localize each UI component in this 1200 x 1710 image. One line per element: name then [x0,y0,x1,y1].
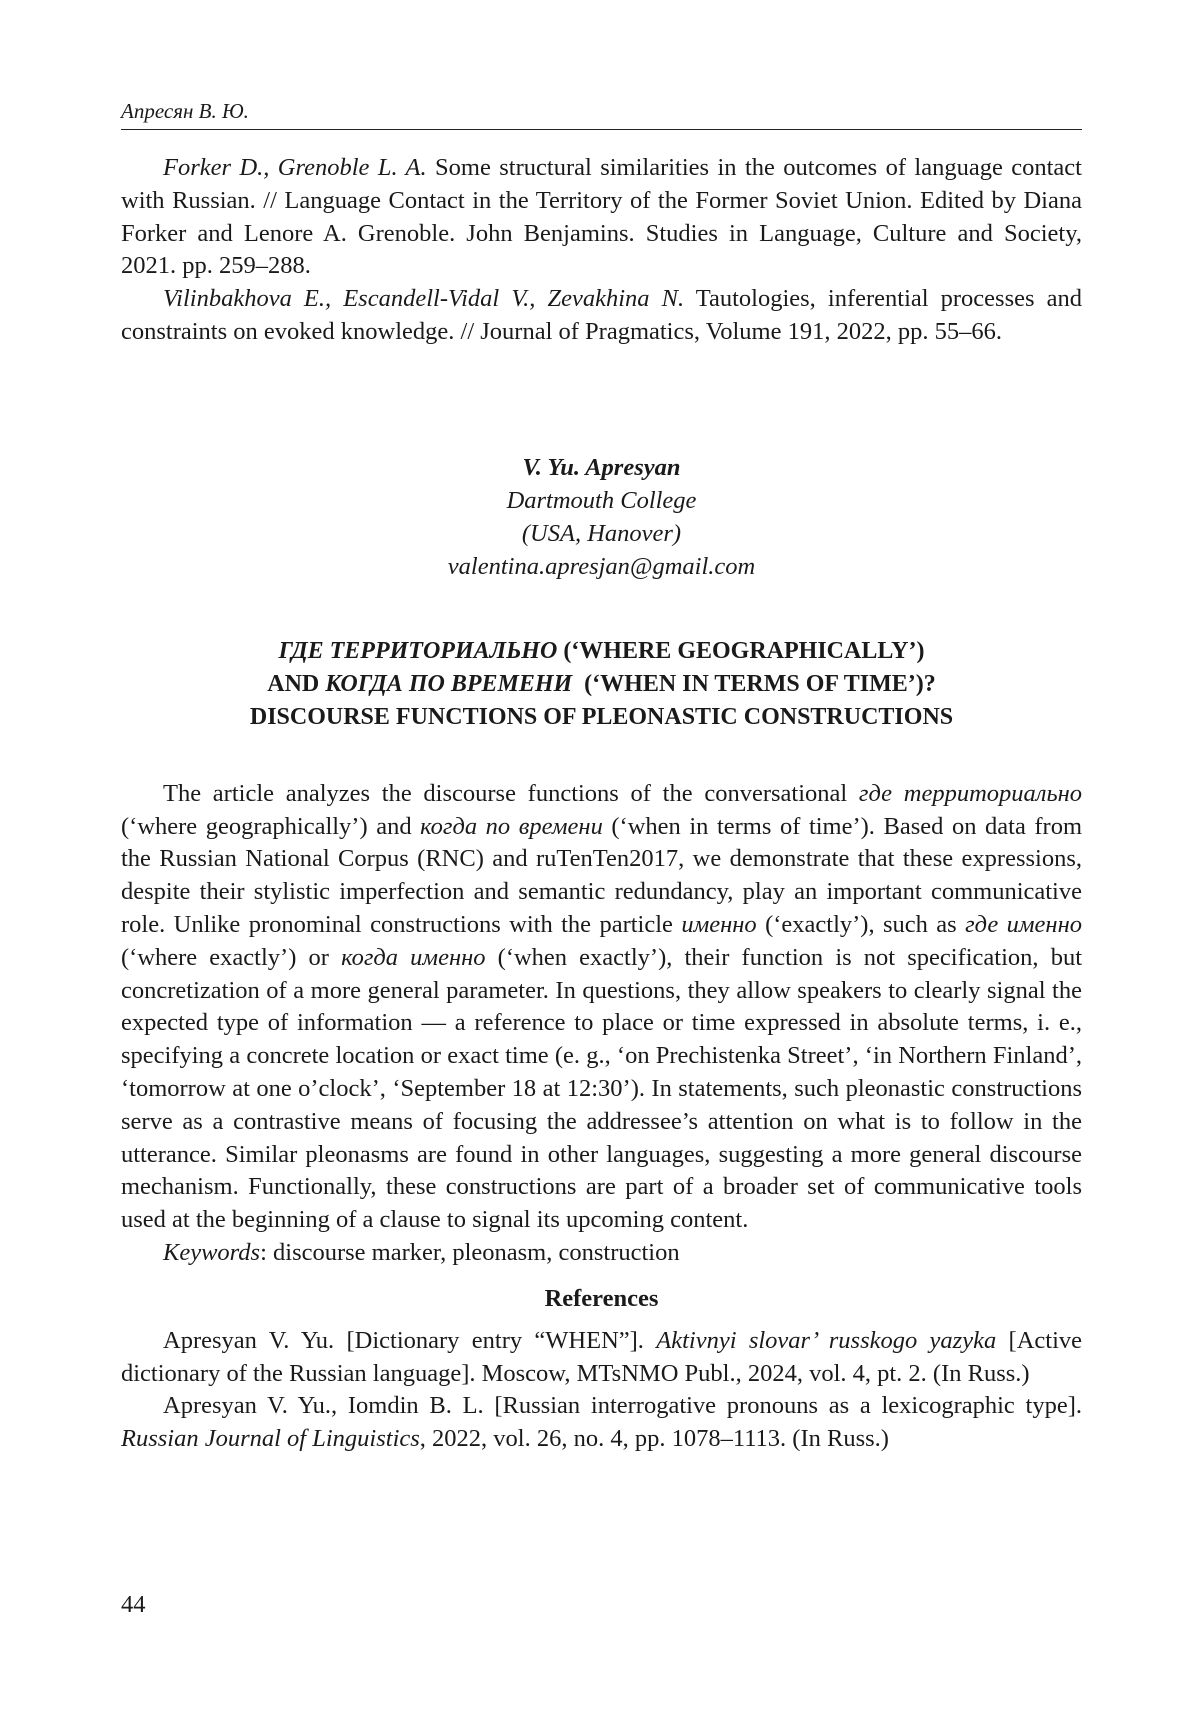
abstract-italic: именно [681,910,757,938]
references-heading: References [544,1284,659,1312]
keywords-label: Keywords [163,1238,261,1266]
title-line-1-rest: (‘WHERE GEOGRAPHICALLY’) [557,637,925,664]
title-line-3: DISCOURSE FUNCTIONS OF PLEONASTIC CONSTRUCTIONS [249,703,954,730]
title-line-1 [121,635,1082,668]
reference-item [121,152,1082,283]
reference-text: Tautologies, inferential processes and constraints on evoked knowledge. // Journal of Pragmatics, Volume 191, 2022, pp. 55–66. [121,285,1082,345]
author-location: (USA, Hanover) [521,519,682,547]
abstract-text: (‘when exactly’), their function is not specification, but concretization of a more general parameter. In questions, they allow speakers to clearly signal the expected type of information — a reference to place or time expressed in absolute terms, i. e., specifying a concrete location or exact time (e. g., ‘on Prechistenka Street’, ‘in Northern Finland’, ‘tomorrow at one o’clock’, ‘September 18 at 12:30’). In statements, such pleonastic constructions serve as a contrastive means of focusing the addressee’s attention on what is to follow in the utterance. Similar pleonasms are found in other languages, suggesting a more general discourse mechanism. Functionally, these constructions are part of a broader set of communicative tools used at the beginning of a clause to signal its upcoming content. [121,943,1082,1234]
abstract-italic: когда именно [341,943,486,971]
reference-authors: Vilinbakhova E., Escandell-Vidal V., Zevakhina N. [163,285,685,313]
author-email: valentina.apresjan@gmail.com [447,552,756,580]
title-line-2-rest: (‘WHEN IN TERMS OF TIME’)? [572,670,936,697]
author-institution: Dartmouth College [506,486,697,514]
abstract-paragraph [121,778,1082,1237]
reference-text: , 2022, vol. 26, no. 4, pp. 1078–1113. (In Russ.) [419,1425,889,1453]
title-line-2-italic: КОГДА ПО ВРЕМЕНИ [325,670,573,697]
reference-authors: Forker D., Grenoble L. A. [163,154,427,181]
article-title [121,635,1082,734]
abstract-text: (‘where exactly’) or [121,943,342,971]
abstract-italic: где именно [965,910,1082,938]
reference-item [121,1390,1082,1456]
author-block [121,451,1082,583]
abstract-text: (‘when in terms of time’). Based on data from the Russian National Corpus (RNC) and ruTenTen2017, we demonstrate that these expressions, despite their stylistic imperfection and semantic redundancy, play an important communicative role. Unlike pronominal constructions with the particle [121,812,1083,938]
author-name: V. Yu. Apresyan [522,453,681,481]
keywords-text: : discourse marker, pleonasm, construction [260,1238,680,1266]
reference-italic: Aktivnyi slovar’ russkogo yazyka [656,1326,997,1354]
abstract-italic: где территориально [858,779,1082,807]
abstract [121,778,1082,1270]
title-line-2-pre: AND [267,670,326,697]
reference-italic: Russian Journal of Linguistics [121,1425,420,1453]
abstract-italic: когда по времени [420,812,603,840]
abstract-text: (‘exactly’), such as [756,910,966,938]
reference-text: [Active dictionary of the Russian language]. Moscow, MTsNMO Publ., 2024, vol. 4, pt. 2. (In Russ.) [121,1326,1083,1387]
running-head: Апресян В. Ю. [121,98,1082,130]
title-line-1-italic: ГДЕ ТЕРРИТОРИАЛЬНО [278,637,558,664]
page-number: 44 [121,1591,146,1618]
references-list [121,1325,1082,1456]
reference-text: Apresyan V. Yu. [Dictionary entry “WHEN”]. [163,1326,657,1354]
page [121,98,1082,1456]
abstract-text: (‘where geographically’) and [121,812,421,840]
previous-references [121,152,1082,349]
reference-item [121,283,1082,349]
reference-text: Apresyan V. Yu., Iomdin B. L. [Russian interrogative pronouns as a lexicographic type]. [163,1392,1082,1420]
abstract-text: The article analyzes the discourse functions of the conversational [163,779,859,807]
reference-item [121,1325,1082,1391]
keywords [121,1237,1082,1270]
title-line-2 [121,668,1082,701]
reference-text: Some structural similarities in the outcomes of language contact with Russian. // Language Contact in the Territory of the Former Soviet Union. Edited by Diana Forker and Lenore A. Grenoble. John Benjamins. Studies in Language, Culture and Society, 2021. pp. 259–288. [121,154,1082,280]
